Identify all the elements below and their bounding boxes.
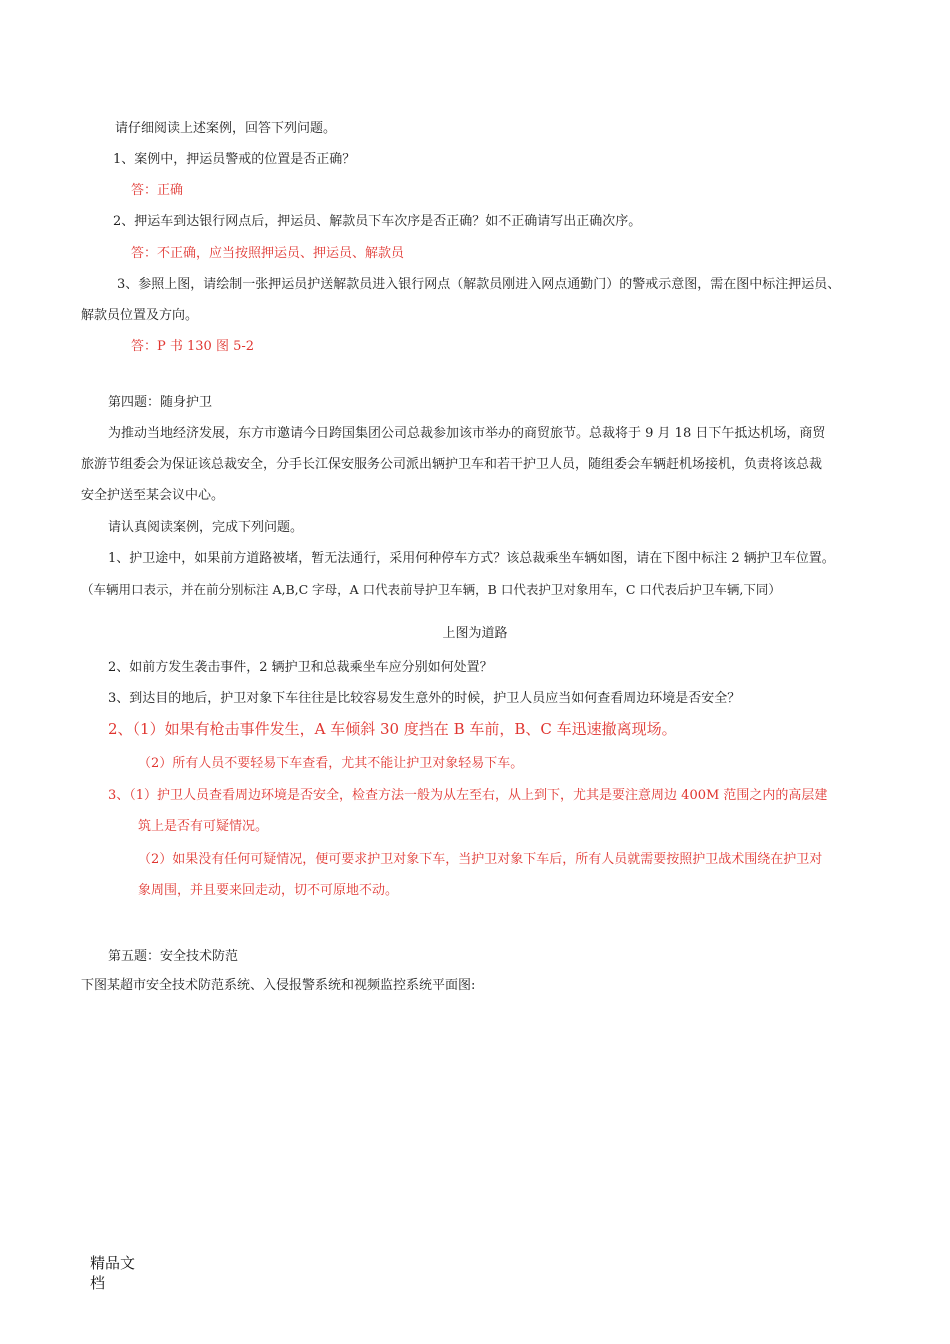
section4-question-1: 1、护卫途中，如果前方道路被堵，暂无法通行，采用何种停车方式？该总裁乘坐车辆如图，请在下图中标注 2 辆护卫车位置。 xyxy=(108,551,835,566)
road-figure-caption: 上图为道路 xyxy=(442,626,508,641)
section3-answer-3: 答：P 书 130 图 5-2 xyxy=(131,339,255,354)
section4-question-1-note: （车辆用口表示，并在前分别标注 A,B,C 字母，A 口代表前导护卫车辆，B 口代表护卫对象用车，C 口代表后护卫车辆,下同） xyxy=(81,582,781,597)
section4-paragraph-line3: 安全护送至某会议中心。 xyxy=(81,488,225,503)
section3-question-1: 1、案例中，押运员警戒的位置是否正确？ xyxy=(113,152,356,167)
section4-title: 第四题：随身护卫 xyxy=(108,395,213,410)
section3-answer-1: 答：正确 xyxy=(131,183,184,198)
section5-title: 第五题：安全技术防范 xyxy=(108,949,239,964)
section4-answer-3-part1-line1: 3、（1）护卫人员查看周边环境是否安全，检查方法一般为从左至右，从上到下，尤其是要注意周边 400M 范围之内的高层建 xyxy=(108,788,828,803)
section3-question-3-line2: 解款员位置及方向。 xyxy=(81,308,199,323)
section4-paragraph-line1: 为推动当地经济发展，东方市邀请今日跨国集团公司总裁参加该市举办的商贸旅节。总裁将于 9 月 18 日下午抵达机场，商贸 xyxy=(108,426,826,441)
section5-intro: 下图某超市安全技术防范系统、入侵报警系统和视频监控系统平面图: xyxy=(81,978,476,993)
footer-line2: 档 xyxy=(90,1274,106,1292)
section4-intro: 请认真阅读案例，完成下列问题。 xyxy=(108,520,304,535)
section3-intro: 请仔细阅读上述案例，回答下列问题。 xyxy=(115,121,337,136)
section4-answer-2-part2: （2）所有人员不要轻易下车查看，尤其不能让护卫对象轻易下车。 xyxy=(138,756,524,771)
section4-answer-3-part2-line2: 象周围，并且要来回走动，切不可原地不动。 xyxy=(138,883,399,898)
section4-answer-3-part1-line2: 筑上是否有可疑情况。 xyxy=(138,819,269,834)
footer-watermark xyxy=(90,1253,135,1293)
footer-line1: 精品文 xyxy=(90,1254,136,1272)
section4-answer-3-part2-line1: （2）如果没有任何可疑情况，便可要求护卫对象下车，当护卫对象下车后，所有人员就需要按照护卫战术围绕在护卫对 xyxy=(138,852,823,867)
section3-question-2: 2、押运车到达银行网点后，押运员、解款员下车次序是否正确？如不正确请写出正确次序。 xyxy=(113,214,642,229)
section4-answer-2-part1: 2、（1）如果有枪击事件发生，A 车倾斜 30 度挡在 B 车前，B、C 车迅速撤离现场。 xyxy=(108,720,677,738)
section3-answer-2: 答：不正确，应当按照押运员、押运员、解款员 xyxy=(131,246,405,261)
section4-paragraph-line2: 旅游节组委会为保证该总裁安全，分手长江保安服务公司派出辆护卫车和若干护卫人员，随组委会车辆赶机场接机，负责将该总裁 xyxy=(81,457,823,472)
section3-question-3-line1: 3、参照上图，请绘制一张押运员护送解款员进入银行网点（解款员刚进入网点通勤门）的警戒示意图，需在图中标注押运员、 xyxy=(117,277,841,292)
section4-question-3: 3、到达目的地后，护卫对象下车往往是比较容易发生意外的时候，护卫人员应当如何查看周边环境是否安全？ xyxy=(108,691,741,706)
section4-question-2: 2、如前方发生袭击事件，2 辆护卫和总裁乘坐车应分别如何处置？ xyxy=(108,660,493,675)
